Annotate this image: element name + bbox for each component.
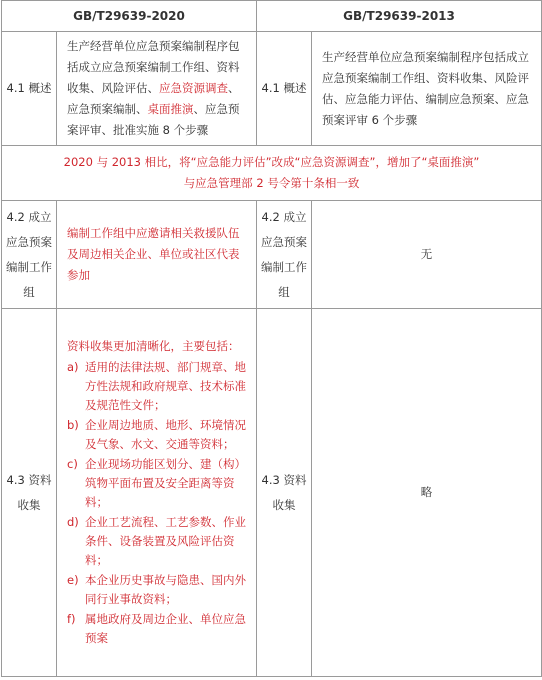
comparison-note xyxy=(2,146,542,201)
content-overview-2013: 生产经营单位应急预案编制程序包括成立应急预案编制工作组、资料收集、风险评估、应急能力评估、编制应急预案、应急预案评审 6 个步骤 xyxy=(312,32,542,146)
row-overview xyxy=(2,32,542,146)
note-line-1: 2020 与 2013 相比，将“应急能力评估”改成“应急资源调查”，增加了“桌面推演” xyxy=(63,155,480,169)
collection-intro: 资料收集更加清晰化，主要包括： xyxy=(67,339,240,353)
label-overview-2020: 4.1 概述 xyxy=(2,32,57,146)
item-text: 企业工艺流程、工艺参数、作业条件、设备装置及风险评估资料； xyxy=(85,515,246,567)
item-marker: a) xyxy=(67,360,79,374)
overview-highlight: 应急资源调查 xyxy=(159,81,228,95)
label-workgroup-2020: 4.2 成立应急预案编制工作组 xyxy=(2,201,57,309)
item-text: 适用的法律法规、部门规章、地方性法规和政府规章、技术标准及规范性文件； xyxy=(85,360,246,412)
label-workgroup-2013: 4.2 成立应急预案编制工作组 xyxy=(257,201,312,309)
label-overview-2013: 4.1 概述 xyxy=(257,32,312,146)
item-marker: d) xyxy=(67,515,79,529)
list-item xyxy=(67,571,246,609)
list-item xyxy=(67,455,246,512)
item-text: 企业周边地质、地形、环境情况及气象、水文、交通等资料； xyxy=(85,418,246,451)
row-note xyxy=(2,146,542,201)
content-collection-2013: 略 xyxy=(312,309,542,677)
content-collection-2020 xyxy=(57,309,257,677)
row-workgroup xyxy=(2,201,542,309)
header-row xyxy=(2,1,542,32)
list-item xyxy=(67,610,246,648)
item-text: 本企业历史事故与隐患、国内外同行业事故资料； xyxy=(85,573,246,606)
overview-part: 生产经营单位应急预案编制程序包括成立应急预案编制工作组、资料收集、风险评估、 xyxy=(67,39,240,95)
item-marker: f) xyxy=(67,612,76,626)
item-text: 属地政府及周边企业、单位应急预案 xyxy=(85,612,246,645)
header-right: GB/T29639-2013 xyxy=(257,1,542,32)
item-text: 企业现场功能区划分、建（构）筑物平面布置及安全距离等资料； xyxy=(85,457,246,509)
item-marker: b) xyxy=(67,418,79,432)
overview-part: 、应急预案评审、批准实施 8 个步骤 xyxy=(67,102,240,137)
comparison-table xyxy=(1,0,542,677)
content-workgroup-2013: 无 xyxy=(312,201,542,309)
overview-highlight: 桌面推演 xyxy=(147,102,194,116)
label-collection-2020: 4.3 资料收集 xyxy=(2,309,57,677)
note-line-2: 与应急管理部 2 号令第十条相一致 xyxy=(183,176,360,190)
item-marker: e) xyxy=(67,573,79,587)
list-item xyxy=(67,358,246,415)
item-marker: c) xyxy=(67,457,78,471)
list-item xyxy=(67,416,246,454)
list-item xyxy=(67,513,246,570)
content-overview-2020 xyxy=(57,32,257,146)
row-data-collection xyxy=(2,309,542,677)
header-left: GB/T29639-2020 xyxy=(2,1,257,32)
content-workgroup-2020: 编制工作组中应邀请相关救援队伍及周边相关企业、单位或社区代表参加 xyxy=(57,201,257,309)
overview-part: 、应急预案编制、 xyxy=(67,81,240,116)
label-collection-2013: 4.3 资料收集 xyxy=(257,309,312,677)
